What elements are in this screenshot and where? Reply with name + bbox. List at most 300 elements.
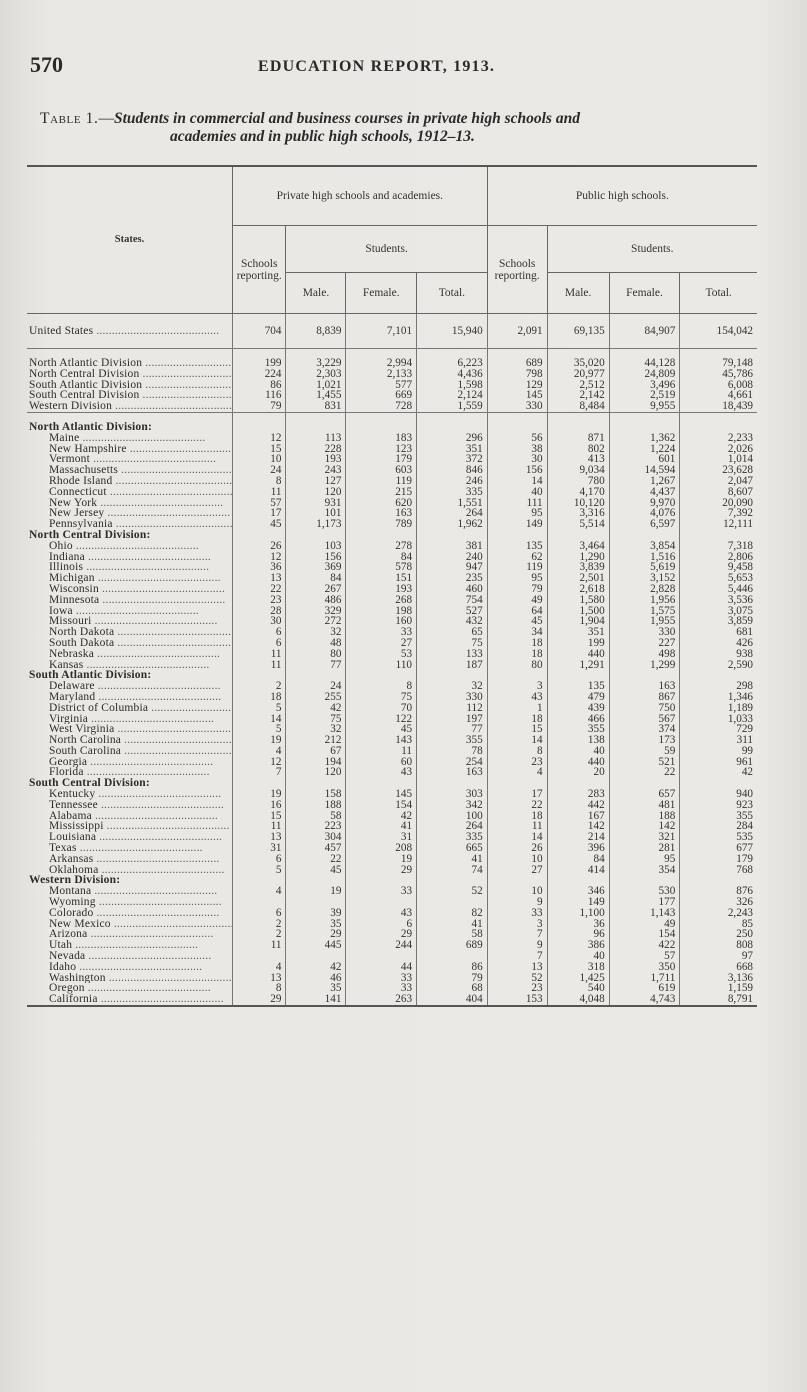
private-total-cell: 303 [417, 789, 488, 800]
private-male-cell: 255 [286, 692, 346, 703]
public-total-header: Total. [680, 273, 757, 314]
table-row [27, 314, 757, 349]
public-schools-reporting-cell: 17 [487, 789, 547, 800]
public-schools-reporting-cell [487, 875, 547, 886]
public-total-cell: 729 [680, 724, 757, 735]
private-male-cell: 46 [286, 973, 346, 984]
public-total-cell: 45,786 [680, 369, 757, 380]
private-total-cell [417, 422, 488, 433]
private-total-cell: 330 [417, 692, 488, 703]
table-row [27, 552, 757, 563]
private-male-cell: 39 [286, 908, 346, 919]
public-total-cell: 2,806 [680, 552, 757, 563]
caption-line-1: Students in commercial and business courses in private high schools and [114, 110, 580, 127]
public-male-cell: 346 [547, 886, 609, 897]
private-total-cell [417, 951, 488, 962]
public-schools-reporting-cell: 7 [487, 951, 547, 962]
table-row [27, 735, 757, 746]
state-name: Delaware ..... [27, 681, 232, 692]
private-schools-reporting-cell: 12 [232, 433, 286, 444]
private-schools-reporting-cell: 28 [232, 606, 286, 617]
private-female-cell: 578 [346, 562, 417, 573]
table-row [27, 444, 757, 455]
public-schools-reporting-cell: 111 [487, 498, 547, 509]
public-total-cell: 7,318 [680, 541, 757, 552]
private-total-cell: 1,551 [417, 498, 488, 509]
private-male-cell [286, 897, 346, 908]
private-schools-reporting-cell: 13 [232, 832, 286, 843]
private-female-cell: 27 [346, 638, 417, 649]
private-female-cell: 728 [346, 401, 417, 412]
private-total-cell: 68 [417, 983, 488, 994]
public-female-cell: 3,152 [609, 573, 680, 584]
private-total-cell: 82 [417, 908, 488, 919]
private-total-cell: 665 [417, 843, 488, 854]
private-total-cell: 246 [417, 476, 488, 487]
table-row [27, 369, 757, 380]
public-female-cell: 281 [609, 843, 680, 854]
private-male-cell: 445 [286, 940, 346, 951]
private-male-cell [286, 778, 346, 789]
public-female-cell: 619 [609, 983, 680, 994]
public-male-cell: 1,291 [547, 660, 609, 671]
private-total-cell: 381 [417, 541, 488, 552]
table-row [27, 962, 757, 973]
private-schools-reporting-cell: 29 [232, 994, 286, 1006]
public-male-cell: 780 [547, 476, 609, 487]
private-male-cell: 42 [286, 962, 346, 973]
private-female-cell: 789 [346, 519, 417, 530]
private-schools-reporting-cell: 4 [232, 886, 286, 897]
state-name: Iowa ..... [27, 606, 232, 617]
state-name: Montana ..... [27, 886, 232, 897]
public-schools-reporting-cell: 15 [487, 724, 547, 735]
private-total-cell [417, 778, 488, 789]
public-total-cell: 298 [680, 681, 757, 692]
private-female-cell: 43 [346, 767, 417, 778]
public-schools-reporting-cell: 43 [487, 692, 547, 703]
private-male-cell: 369 [286, 562, 346, 573]
public-schools-reporting-cell: 79 [487, 584, 547, 595]
public-female-cell: 498 [609, 649, 680, 660]
private-schools-reporting-cell: 4 [232, 962, 286, 973]
public-male-cell: 1,500 [547, 606, 609, 617]
spacer-cell [680, 349, 757, 359]
public-female-cell: 1,299 [609, 660, 680, 671]
public-schools-reporting-cell: 4 [487, 767, 547, 778]
public-total-cell: 3,859 [680, 616, 757, 627]
private-female-cell: 33 [346, 983, 417, 994]
state-name: Indiana ..... [27, 552, 232, 563]
private-schools-reporting-cell: 14 [232, 714, 286, 725]
public-total-cell: 9,458 [680, 562, 757, 573]
spacer-cell [487, 349, 547, 359]
public-total-cell: 6,008 [680, 380, 757, 391]
spacer-cell [680, 412, 757, 422]
table-row [27, 897, 757, 908]
public-female-cell: 5,619 [609, 562, 680, 573]
private-male-cell [286, 951, 346, 962]
public-male-cell: 3,839 [547, 562, 609, 573]
private-schools-reporting-cell: 11 [232, 940, 286, 951]
public-male-cell: 1,425 [547, 973, 609, 984]
state-name: United States ..... [27, 314, 232, 349]
private-schools-reporting-cell: 19 [232, 789, 286, 800]
table-row [27, 358, 757, 369]
state-name: Arkansas ..... [27, 854, 232, 865]
state-name: Idaho ..... [27, 962, 232, 973]
spacer-cell [346, 349, 417, 359]
private-male-cell: 457 [286, 843, 346, 854]
public-total-cell: 3,075 [680, 606, 757, 617]
state-name: Utah ..... [27, 940, 232, 951]
private-female-cell: 60 [346, 757, 417, 768]
public-female-cell: 227 [609, 638, 680, 649]
public-male-cell: 8,484 [547, 401, 609, 412]
private-total-cell: 58 [417, 929, 488, 940]
private-schools-reporting-cell [232, 422, 286, 433]
private-total-cell [417, 875, 488, 886]
state-name: New Hampshire ..... [27, 444, 232, 455]
private-female-cell: 268 [346, 595, 417, 606]
public-schools-reporting-cell: 95 [487, 573, 547, 584]
table-row [27, 843, 757, 854]
public-total-cell: 23,628 [680, 465, 757, 476]
public-female-cell: 750 [609, 703, 680, 714]
public-total-cell: 1,033 [680, 714, 757, 725]
public-schools-reporting-cell: 45 [487, 616, 547, 627]
public-total-cell: 961 [680, 757, 757, 768]
private-schools-reporting-cell: 11 [232, 821, 286, 832]
state-name: Western Division: [29, 875, 121, 887]
private-schools-reporting-cell: 6 [232, 627, 286, 638]
table-row [27, 627, 757, 638]
public-female-cell: 44,128 [609, 358, 680, 369]
public-schools-reporting-cell: 30 [487, 454, 547, 465]
private-female-cell: 43 [346, 908, 417, 919]
public-schools-reporting-cell: 18 [487, 649, 547, 660]
private-male-cell: 2,303 [286, 369, 346, 380]
public-total-cell [680, 530, 757, 541]
table-row [27, 595, 757, 606]
private-total-cell: 6,223 [417, 358, 488, 369]
state-name: Georgia ..... [27, 757, 232, 768]
public-female-cell: 1,575 [609, 606, 680, 617]
private-female-cell: 44 [346, 962, 417, 973]
state-name: North Atlantic Division ..... [27, 358, 232, 369]
private-schools-reporting-cell: 11 [232, 487, 286, 498]
public-female-cell [609, 875, 680, 886]
private-female-cell [346, 778, 417, 789]
private-total-cell: 264 [417, 821, 488, 832]
spacer-cell [286, 412, 346, 422]
private-schools-reporting-cell: 5 [232, 865, 286, 876]
private-total-cell: 335 [417, 487, 488, 498]
table-row [27, 606, 757, 617]
public-female-cell: 177 [609, 897, 680, 908]
table-row [27, 714, 757, 725]
private-male-cell: 486 [286, 595, 346, 606]
private-male-cell: 156 [286, 552, 346, 563]
state-name: Florida ..... [27, 767, 232, 778]
public-female-cell: 1,267 [609, 476, 680, 487]
public-male-cell: 4,170 [547, 487, 609, 498]
public-male-cell: 802 [547, 444, 609, 455]
private-male-cell: 1,455 [286, 390, 346, 401]
private-female-cell [346, 670, 417, 681]
table-row [27, 476, 757, 487]
private-total-cell: 235 [417, 573, 488, 584]
private-female-cell: 154 [346, 800, 417, 811]
public-female-cell: 173 [609, 735, 680, 746]
private-total-cell: 1,962 [417, 519, 488, 530]
private-total-cell: 32 [417, 681, 488, 692]
public-female-cell: 1,955 [609, 616, 680, 627]
private-female-cell: 19 [346, 854, 417, 865]
public-schools-reporting-cell: 49 [487, 595, 547, 606]
private-male-cell: 304 [286, 832, 346, 843]
private-female-cell: 123 [346, 444, 417, 455]
public-schools-reporting-cell: 38 [487, 444, 547, 455]
public-male-cell: 318 [547, 962, 609, 973]
public-female-cell: 4,076 [609, 508, 680, 519]
table-row [27, 757, 757, 768]
public-female-header: Female. [609, 273, 680, 314]
division-heading-row [27, 530, 757, 541]
private-total-cell: 754 [417, 595, 488, 606]
spacer-cell [547, 412, 609, 422]
private-total-cell: 846 [417, 465, 488, 476]
public-female-cell: 59 [609, 746, 680, 757]
public-female-cell: 354 [609, 865, 680, 876]
private-male-cell: 45 [286, 865, 346, 876]
private-total-cell: 689 [417, 940, 488, 951]
private-female-cell: 29 [346, 929, 417, 940]
private-schools-reporting-cell: 6 [232, 908, 286, 919]
state-name: Nebraska ..... [27, 649, 232, 660]
public-female-cell: 49 [609, 919, 680, 930]
public-schools-reporting-cell: 95 [487, 508, 547, 519]
public-female-cell: 24,809 [609, 369, 680, 380]
public-schools-reporting-cell: 8 [487, 746, 547, 757]
public-schools-reporting-cell: 40 [487, 487, 547, 498]
public-schools-reporting-cell: 798 [487, 369, 547, 380]
public-male-cell: 386 [547, 940, 609, 951]
public-schools-reporting-cell: 9 [487, 897, 547, 908]
public-total-cell [680, 670, 757, 681]
public-schools-reporting-cell: 18 [487, 714, 547, 725]
public-female-cell: 142 [609, 821, 680, 832]
private-female-cell: 33 [346, 886, 417, 897]
spacer-cell [232, 349, 286, 359]
table-row [27, 854, 757, 865]
public-female-cell: 57 [609, 951, 680, 962]
private-schools-reporting-cell: 30 [232, 616, 286, 627]
private-male-cell: 101 [286, 508, 346, 519]
public-female-cell: 1,362 [609, 433, 680, 444]
private-female-cell: 577 [346, 380, 417, 391]
table-row [27, 865, 757, 876]
students-table [27, 165, 757, 1007]
public-female-cell: 4,437 [609, 487, 680, 498]
public-male-cell: 413 [547, 454, 609, 465]
private-male-cell: 267 [286, 584, 346, 595]
private-schools-reporting-cell: 2 [232, 919, 286, 930]
private-total-cell: 372 [417, 454, 488, 465]
public-total-cell: 681 [680, 627, 757, 638]
private-schools-reporting-cell: 224 [232, 369, 286, 380]
private-schools-reporting-cell: 19 [232, 735, 286, 746]
private-male-cell: 113 [286, 433, 346, 444]
private-female-cell: 198 [346, 606, 417, 617]
private-male-cell [286, 670, 346, 681]
private-schools-reporting-cell: 2 [232, 929, 286, 940]
public-female-cell: 9,955 [609, 401, 680, 412]
private-male-cell: 212 [286, 735, 346, 746]
private-schools-reporting-cell: 12 [232, 757, 286, 768]
public-schools-reporting-cell: 64 [487, 606, 547, 617]
public-female-cell: 3,854 [609, 541, 680, 552]
private-schools-reporting-cell: 86 [232, 380, 286, 391]
private-schools-reporting-cell: 2 [232, 681, 286, 692]
state-name: Arizona ..... [27, 929, 232, 940]
private-total-cell: 1,559 [417, 401, 488, 412]
state-name: Texas ..... [27, 843, 232, 854]
private-male-cell: 84 [286, 573, 346, 584]
table-row [27, 465, 757, 476]
public-male-cell: 35,020 [547, 358, 609, 369]
spacer-cell [232, 412, 286, 422]
public-schools-reporting-cell: 14 [487, 476, 547, 487]
state-name: Connecticut ..... [27, 487, 232, 498]
private-schools-reporting-cell: 6 [232, 638, 286, 649]
table-row [27, 767, 757, 778]
private-female-cell [346, 875, 417, 886]
private-male-cell: 223 [286, 821, 346, 832]
private-schools-reporting-cell: 13 [232, 973, 286, 984]
state-name: Western Division ..... [27, 401, 232, 412]
table-row [27, 573, 757, 584]
private-schools-reporting-cell: 4 [232, 746, 286, 757]
public-total-cell: 8,791 [680, 994, 757, 1006]
table-row [27, 789, 757, 800]
table-row [27, 487, 757, 498]
private-female-cell: 119 [346, 476, 417, 487]
table-row [27, 433, 757, 444]
state-name: North Central Division ..... [27, 369, 232, 380]
public-female-cell: 330 [609, 627, 680, 638]
private-female-cell: 183 [346, 433, 417, 444]
private-female-cell [346, 951, 417, 962]
public-schools-reporting-cell: 10 [487, 854, 547, 865]
state-name: Wyoming ..... [27, 897, 232, 908]
state-name: Washington ..... [27, 973, 232, 984]
private-female-cell: 151 [346, 573, 417, 584]
table-row [27, 832, 757, 843]
private-students-header: Students. [286, 226, 487, 273]
private-total-cell: 240 [417, 552, 488, 563]
public-female-cell: 14,594 [609, 465, 680, 476]
private-female-cell: 208 [346, 843, 417, 854]
public-schools-reporting-cell: 27 [487, 865, 547, 876]
private-schools-reporting-cell [232, 875, 286, 886]
private-male-cell: 32 [286, 724, 346, 735]
public-total-cell: 768 [680, 865, 757, 876]
public-female-cell: 84,907 [609, 314, 680, 349]
private-male-cell: 103 [286, 541, 346, 552]
private-total-cell: 947 [417, 562, 488, 573]
public-total-cell: 2,233 [680, 433, 757, 444]
private-total-cell: 2,124 [417, 390, 488, 401]
public-male-cell: 1,100 [547, 908, 609, 919]
private-female-cell [346, 897, 417, 908]
public-male-cell: 9,034 [547, 465, 609, 476]
private-male-cell: 19 [286, 886, 346, 897]
public-schools-reporting-cell: 129 [487, 380, 547, 391]
public-schools-reporting-header: Schools reporting. [487, 226, 547, 314]
private-total-cell: 197 [417, 714, 488, 725]
public-male-cell: 479 [547, 692, 609, 703]
public-schools-reporting-cell: 80 [487, 660, 547, 671]
public-schools-reporting-cell: 22 [487, 800, 547, 811]
state-name: California ..... [27, 994, 232, 1006]
private-total-cell [417, 897, 488, 908]
public-male-cell: 3,316 [547, 508, 609, 519]
table-row [27, 584, 757, 595]
public-female-cell: 9,970 [609, 498, 680, 509]
public-total-cell: 2,026 [680, 444, 757, 455]
private-total-cell: 432 [417, 616, 488, 627]
state-name: Louisiana ..... [27, 832, 232, 843]
state-name: Kentucky ..... [27, 789, 232, 800]
public-female-cell: 567 [609, 714, 680, 725]
private-schools-reporting-cell: 11 [232, 649, 286, 660]
private-male-cell: 29 [286, 929, 346, 940]
public-female-cell [609, 530, 680, 541]
public-male-cell: 4,048 [547, 994, 609, 1006]
states-header: States. [27, 166, 232, 314]
table-row [27, 994, 757, 1006]
private-male-cell [286, 875, 346, 886]
state-name: Mississippi ..... [27, 821, 232, 832]
private-total-cell: 1,598 [417, 380, 488, 391]
private-total-header: Total. [417, 273, 488, 314]
private-schools-reporting-cell: 15 [232, 811, 286, 822]
state-name: Pennsylvania ..... [27, 519, 232, 530]
private-male-cell: 1,173 [286, 519, 346, 530]
private-female-cell: 45 [346, 724, 417, 735]
private-female-cell: 669 [346, 390, 417, 401]
private-total-cell: 41 [417, 854, 488, 865]
state-name: North Carolina ..... [27, 735, 232, 746]
public-male-cell: 440 [547, 757, 609, 768]
caption-line-2: academies and in public high schools, 1912–13. [170, 128, 475, 145]
public-total-cell: 2,047 [680, 476, 757, 487]
public-female-cell: 188 [609, 811, 680, 822]
public-schools-reporting-cell: 26 [487, 843, 547, 854]
public-schools-reporting-cell: 153 [487, 994, 547, 1006]
public-schools-reporting-cell: 3 [487, 919, 547, 930]
table-row [27, 649, 757, 660]
table-body [27, 314, 757, 1007]
private-female-cell: 42 [346, 811, 417, 822]
public-schools-reporting-cell: 689 [487, 358, 547, 369]
public-male-cell: 149 [547, 897, 609, 908]
public-total-cell: 677 [680, 843, 757, 854]
public-total-cell: 250 [680, 929, 757, 940]
public-total-cell: 1,014 [680, 454, 757, 465]
public-schools-reporting-cell [487, 530, 547, 541]
